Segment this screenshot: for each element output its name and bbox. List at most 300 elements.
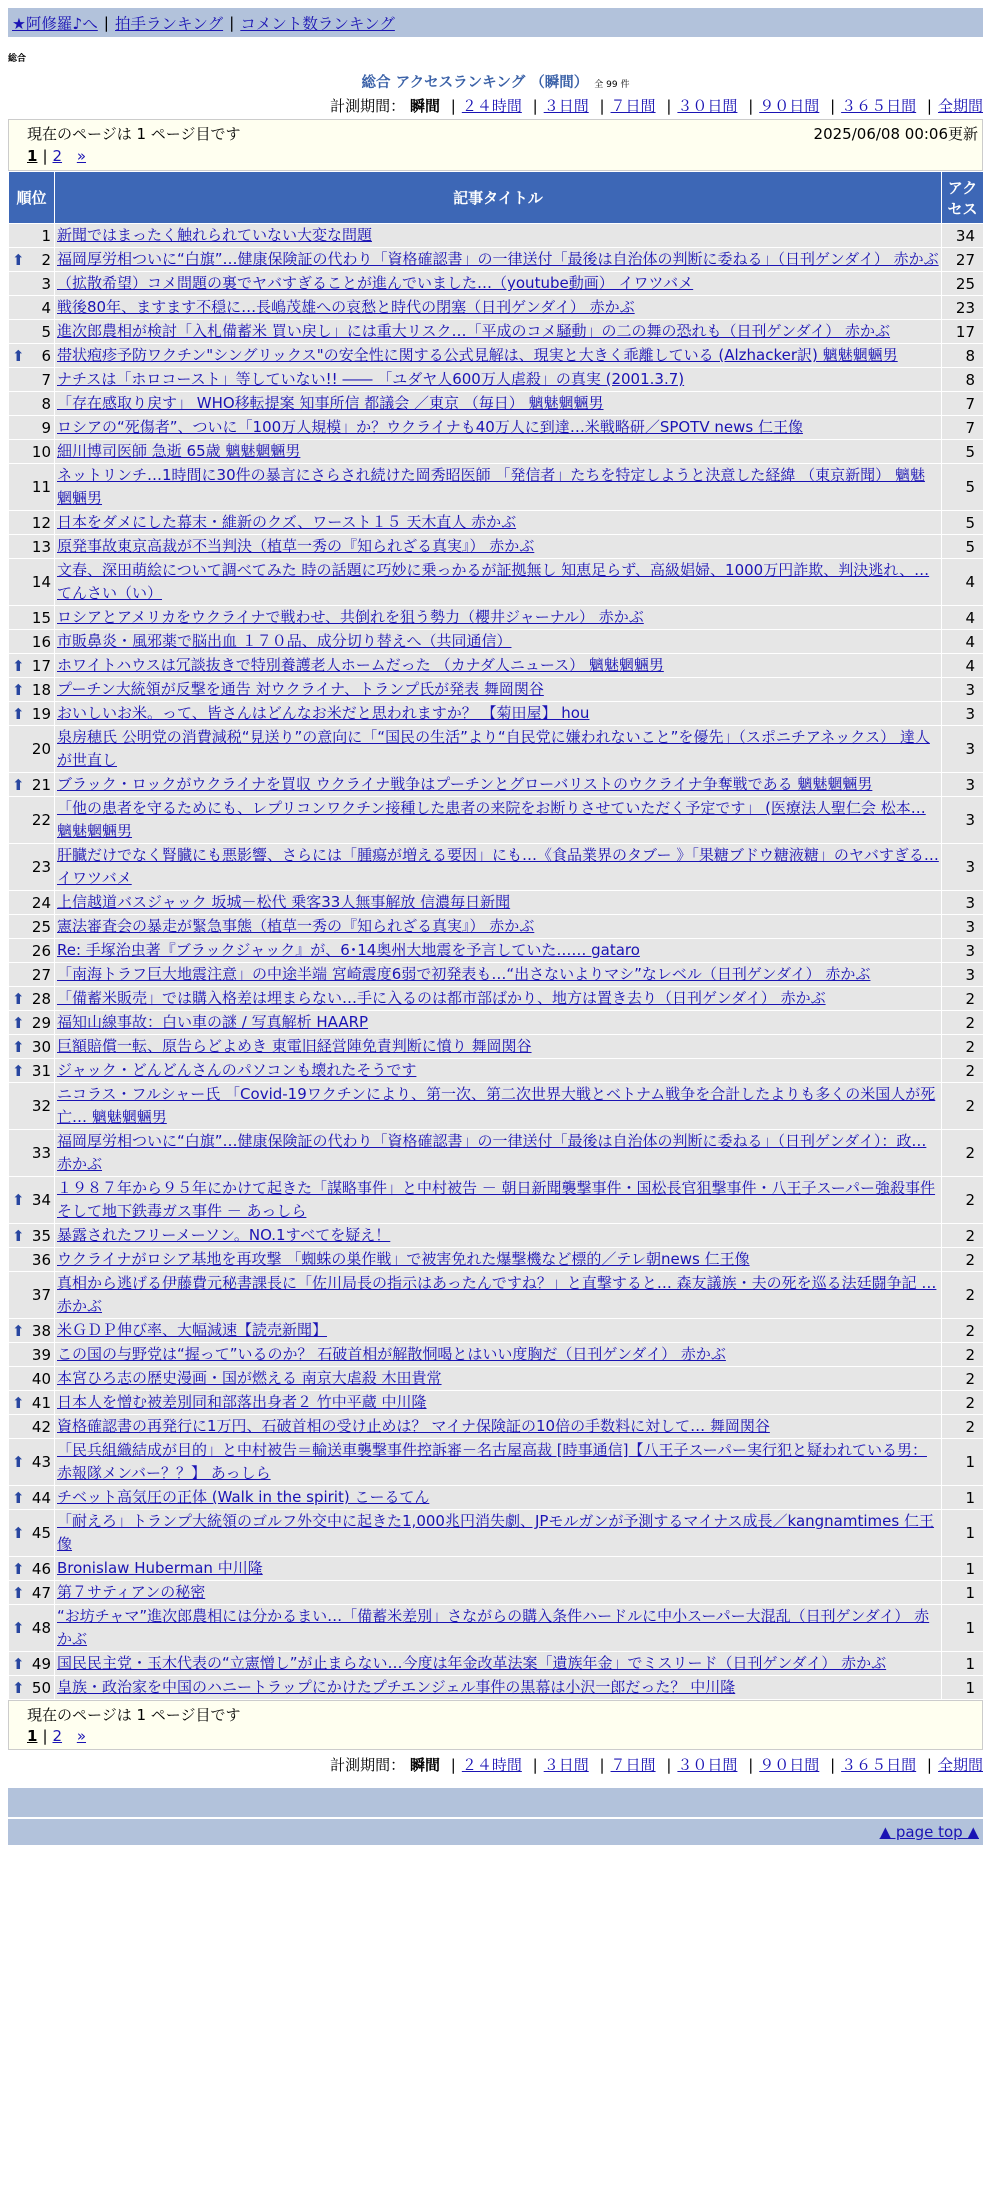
access-count: 2 bbox=[942, 1177, 984, 1224]
article-link[interactable]: 暴露されたフリーメーソン。NO.1すべてを疑え！ bbox=[57, 1226, 391, 1244]
title-cell bbox=[55, 1486, 942, 1510]
access-count: 3 bbox=[942, 915, 984, 939]
rank-cell bbox=[9, 272, 55, 296]
article-link[interactable]: 巨額賠償一転、原告らどよめき 東電旧経営陣免責判断に憤り 舞岡関谷 bbox=[57, 1037, 532, 1055]
title-cell bbox=[55, 606, 942, 630]
article-link[interactable]: 第７サティアンの秘密 bbox=[57, 1583, 206, 1601]
article-link[interactable]: ロシアの“死傷者”、ついに「100万人規模」か？ウクライナも40万人に到達…米戦略研／SPOTV news 仁王像 bbox=[57, 418, 803, 436]
article-link[interactable]: 真相から逃げる伊藤費元秘書課長に「佐川局長の指示はあったんですね？」と直撃すると… 森友議族・夫の死を巡る法廷闘争記 … 赤かぶ bbox=[57, 1274, 937, 1315]
title-cell bbox=[55, 1415, 942, 1439]
period-link-7d[interactable]: ７日間 bbox=[610, 1756, 656, 1774]
title-cell bbox=[55, 416, 942, 440]
rank-cell bbox=[9, 1224, 55, 1248]
rank-cell bbox=[9, 320, 55, 344]
period-separator: | bbox=[830, 97, 836, 115]
title-cell bbox=[55, 726, 942, 773]
access-count: 25 bbox=[942, 272, 984, 296]
article-link[interactable]: 戦後80年、ますます不穏に…長嶋茂雄への哀愁と時代の閉塞（日刊ゲンダイ） 赤かぶ bbox=[57, 298, 635, 316]
period-link-3d[interactable]: ３日間 bbox=[543, 1756, 589, 1774]
period-separator: | bbox=[532, 97, 538, 115]
table-row bbox=[9, 535, 984, 559]
rank-cell bbox=[9, 1177, 55, 1224]
rank-up-arrow-icon: ⬆ bbox=[12, 989, 25, 1008]
title-cell bbox=[55, 1676, 942, 1700]
ranking-title: 総合 アクセスランキング （瞬間） bbox=[361, 75, 589, 91]
table-row bbox=[9, 915, 984, 939]
article-link[interactable]: 国民民主党・玉木代表の“立憲憎し”が止まらない…今度は年金改革法案「遺族年金」でミスリード（日刊ゲンダイ） 赤かぶ bbox=[57, 1654, 887, 1672]
title-cell bbox=[55, 224, 942, 248]
rank-cell bbox=[9, 1581, 55, 1605]
rank-up-arrow-icon: ⬆ bbox=[12, 1013, 25, 1032]
page-separator: | bbox=[42, 147, 48, 165]
rank-number: 29 bbox=[31, 1013, 51, 1032]
ranking-count: 全 99 件 bbox=[594, 80, 630, 90]
period-link-90d[interactable]: ９０日間 bbox=[759, 97, 820, 115]
header-title: 記事タイトル bbox=[55, 172, 942, 224]
article-link[interactable]: 細川博司医師 急逝 65歳 魑魅魍魎男 bbox=[57, 442, 301, 460]
rank-cell bbox=[9, 1652, 55, 1676]
rank-up-arrow-icon: ⬆ bbox=[12, 1678, 25, 1697]
title-cell bbox=[55, 1177, 942, 1224]
access-count: 2 bbox=[942, 1272, 984, 1319]
table-row bbox=[9, 1439, 984, 1486]
period-selector-bottom bbox=[8, 1752, 983, 1778]
page-top-bar bbox=[8, 1819, 983, 1845]
rank-number: 46 bbox=[31, 1559, 51, 1578]
rank-number: 10 bbox=[31, 442, 51, 461]
period-link-30d[interactable]: ３０日間 bbox=[677, 97, 738, 115]
article-link[interactable]: 米ＧＤＰ伸び率、大幅減速【読売新聞】 bbox=[57, 1321, 328, 1339]
article-link[interactable]: 日本人を憎む被差別同和部落出身者２ 竹中平蔵 中川隆 bbox=[57, 1393, 427, 1411]
rank-number: 15 bbox=[31, 608, 51, 627]
rank-cell bbox=[9, 1391, 55, 1415]
rank-up-arrow-icon: ⬆ bbox=[12, 1037, 25, 1056]
title-cell bbox=[55, 1059, 942, 1083]
table-row bbox=[9, 1272, 984, 1319]
table-row bbox=[9, 248, 984, 272]
page-link-next[interactable]: » bbox=[76, 147, 87, 165]
rank-cell bbox=[9, 963, 55, 987]
title-cell bbox=[55, 1391, 942, 1415]
period-separator: | bbox=[926, 1756, 932, 1774]
access-count: 1 bbox=[942, 1652, 984, 1676]
table-row bbox=[9, 963, 984, 987]
period-selector-top bbox=[8, 93, 983, 119]
rank-number: 11 bbox=[31, 478, 51, 496]
period-link-7d[interactable]: ７日間 bbox=[610, 97, 656, 115]
table-row bbox=[9, 939, 984, 963]
article-link[interactable]: 帯状疱疹予防ワクチン"シングリックス"の安全性に関する公式見解は、現実と大きく乖離している (Alzhacker訳) 魑魅魍魎男 bbox=[57, 346, 898, 364]
period-current: 瞬間 bbox=[409, 1756, 440, 1774]
table-row bbox=[9, 511, 984, 535]
title-cell bbox=[55, 1581, 942, 1605]
access-count: 4 bbox=[942, 606, 984, 630]
table-row bbox=[9, 726, 984, 773]
article-link[interactable]: 福岡厚労相ついに“白旗”…健康保険証の代わり「資格確認書」の一律送付「最後は自治体の判断に委ねる」（日刊ゲンダイ）：政… 赤かぶ bbox=[57, 1132, 927, 1173]
access-count: 2 bbox=[942, 1083, 984, 1130]
access-count: 3 bbox=[942, 797, 984, 844]
article-link[interactable]: 憲法審査会の暴走が緊急事態（植草一秀の『知られざる真実』） 赤かぶ bbox=[57, 917, 535, 935]
rank-cell bbox=[9, 224, 55, 248]
rank-number: 25 bbox=[31, 917, 51, 936]
article-link[interactable]: 原発事故東京高裁が不当判決（植草一秀の『知られざる真実』） 赤かぶ bbox=[57, 537, 535, 555]
rank-up-arrow-icon: ⬆ bbox=[12, 1061, 25, 1080]
table-row bbox=[9, 296, 984, 320]
rank-number: 18 bbox=[31, 680, 51, 699]
title-cell bbox=[55, 939, 942, 963]
rank-number: 6 bbox=[41, 346, 51, 365]
rank-cell bbox=[9, 248, 55, 272]
title-cell bbox=[55, 773, 942, 797]
period-label: 計測期間： bbox=[330, 97, 406, 115]
table-row bbox=[9, 987, 984, 1011]
article-link[interactable]: 「他の患者を守るためにも、レプリコンワクチン接種した患者の来院をお断りさせていただく予定です」 (医療法人聖仁会 松本… 魑魅魍魎男 bbox=[57, 799, 926, 840]
article-link[interactable]: １９８７年から９５年にかけて起きた「謀略事件」と中村被告 － 朝日新聞襲撃事件・国松長官狙撃事件・八王子スーパー強殺事件そして地下鉄毒ガス事件 － あっしら bbox=[57, 1179, 936, 1220]
rank-cell bbox=[9, 1319, 55, 1343]
access-count: 7 bbox=[942, 392, 984, 416]
article-link[interactable]: 資格確認書の再発行に1万円、石破首相の受け止めは？ マイナ保険証の10倍の手数料に対して… 舞岡関谷 bbox=[57, 1417, 770, 1435]
access-count: 3 bbox=[942, 939, 984, 963]
nav-link-comment-ranking[interactable]: コメント数ランキング bbox=[240, 14, 395, 33]
page-link-next[interactable]: » bbox=[76, 1727, 87, 1745]
title-cell bbox=[55, 296, 942, 320]
title-cell bbox=[55, 963, 942, 987]
title-cell bbox=[55, 1319, 942, 1343]
access-count: 3 bbox=[942, 702, 984, 726]
title-cell bbox=[55, 1605, 942, 1652]
table-row bbox=[9, 1581, 984, 1605]
rank-number: 41 bbox=[31, 1393, 51, 1412]
nav-separator: | bbox=[103, 13, 110, 32]
rank-number: 34 bbox=[31, 1191, 51, 1209]
access-count: 1 bbox=[942, 1605, 984, 1652]
period-separator: | bbox=[830, 1756, 836, 1774]
rank-number: 24 bbox=[31, 893, 51, 912]
rank-cell bbox=[9, 535, 55, 559]
period-separator: | bbox=[666, 1756, 672, 1774]
access-count: 3 bbox=[942, 773, 984, 797]
article-link[interactable]: 皇族・政治家を中国のハニートラップにかけたプチエンジェル事件の黒幕は小沢一郎だった？ 中川隆 bbox=[57, 1678, 736, 1696]
article-link[interactable]: プーチン大統領が反撃を通告 対ウクライナ、トランプ氏が発表 舞岡関谷 bbox=[57, 680, 544, 698]
article-link[interactable]: 市販鼻炎・風邪薬で脳出血 １７０品、成分切り替えへ（共同通信） bbox=[57, 632, 512, 650]
page-status-bottom: 現在のページは 1 ページ目です bbox=[27, 1706, 241, 1724]
period-link-24h[interactable]: ２４時間 bbox=[461, 1756, 522, 1774]
access-count: 2 bbox=[942, 1248, 984, 1272]
rank-up-arrow-icon: ⬆ bbox=[12, 346, 25, 365]
article-link[interactable]: ジャック・どんどんさんのパソコンも壊れたそうです bbox=[57, 1061, 417, 1079]
rank-number: 9 bbox=[41, 418, 51, 437]
rank-up-arrow-icon: ⬆ bbox=[12, 250, 25, 269]
rank-up-arrow-icon: ⬆ bbox=[12, 680, 25, 699]
rank-up-arrow-icon: ⬆ bbox=[12, 1619, 25, 1637]
page-separator: | bbox=[42, 1727, 48, 1745]
rank-number: 42 bbox=[31, 1417, 51, 1436]
title-cell bbox=[55, 320, 942, 344]
rank-cell bbox=[9, 344, 55, 368]
article-link[interactable]: 日本をダメにした幕末・維新のクズ、ワースト１５ 天木直人 赤かぶ bbox=[57, 513, 517, 531]
title-cell bbox=[55, 797, 942, 844]
page-link-2[interactable]: 2 bbox=[52, 1727, 63, 1745]
title-cell bbox=[55, 535, 942, 559]
period-link-365d[interactable]: ３６５日間 bbox=[841, 97, 917, 115]
access-count: 23 bbox=[942, 296, 984, 320]
table-row bbox=[9, 630, 984, 654]
title-cell bbox=[55, 511, 942, 535]
period-label: 計測期間： bbox=[330, 1756, 406, 1774]
table-row bbox=[9, 1486, 984, 1510]
rank-cell bbox=[9, 1415, 55, 1439]
rank-up-arrow-icon: ⬆ bbox=[12, 1524, 25, 1542]
period-link-365d[interactable]: ３６５日間 bbox=[841, 1756, 917, 1774]
page-info-top bbox=[8, 119, 983, 171]
article-link[interactable]: ネットリンチ…1時間に30件の暴言にさらされ続けた岡秀昭医師 「発信者」たちを特定しようと決意した経緯 （東京新聞） 魑魅魍魎男 bbox=[57, 466, 925, 507]
access-count: 27 bbox=[942, 248, 984, 272]
access-count: 2 bbox=[942, 1319, 984, 1343]
rank-number: 39 bbox=[31, 1345, 51, 1364]
access-count: 2 bbox=[942, 1011, 984, 1035]
rank-cell bbox=[9, 1439, 55, 1486]
rank-number: 37 bbox=[31, 1286, 51, 1304]
table-row bbox=[9, 1059, 984, 1083]
access-count: 2 bbox=[942, 1059, 984, 1083]
rank-number: 27 bbox=[31, 965, 51, 984]
title-cell bbox=[55, 1011, 942, 1035]
title-cell bbox=[55, 1510, 942, 1557]
table-row bbox=[9, 678, 984, 702]
rank-cell bbox=[9, 1130, 55, 1177]
access-count: 1 bbox=[942, 1676, 984, 1700]
table-header-row bbox=[9, 172, 984, 224]
rank-cell bbox=[9, 1605, 55, 1652]
access-count: 2 bbox=[942, 1391, 984, 1415]
title-cell bbox=[55, 440, 942, 464]
pagination-top bbox=[27, 147, 86, 165]
page-gap bbox=[67, 1727, 72, 1745]
title-cell bbox=[55, 344, 942, 368]
table-row bbox=[9, 1035, 984, 1059]
rank-number: 28 bbox=[31, 989, 51, 1008]
rank-cell bbox=[9, 797, 55, 844]
title-cell bbox=[55, 702, 942, 726]
access-count: 5 bbox=[942, 535, 984, 559]
table-row bbox=[9, 344, 984, 368]
article-link[interactable]: 「備蓄米販売」では購入格差は埋まらない…手に入るのは都市部ばかり、地方は置き去り（日刊ゲンダイ） 赤かぶ bbox=[57, 989, 826, 1007]
article-link[interactable]: ウクライナがロシア基地を再攻撃 「蜘蛛の巣作戦」で被害免れた爆撃機など標的／テレ朝news 仁王像 bbox=[57, 1250, 750, 1268]
article-link[interactable]: 「民兵組織結成が目的」と中村被告＝輸送車襲撃事件控訴審－名古屋高裁 [時事通信]【八王子スーパー実行犯と疑われている男：赤報隊メンバー？？】 あっしら bbox=[57, 1441, 927, 1482]
pagination-bottom bbox=[27, 1727, 86, 1745]
article-link[interactable]: ナチスは「ホロコースト」等していない!! ―― 「ユダヤ人600万人虐殺」の真実 (2001.3.7) bbox=[57, 370, 685, 388]
rank-number: 43 bbox=[31, 1453, 51, 1471]
period-link-90d[interactable]: ９０日間 bbox=[759, 1756, 820, 1774]
update-timestamp: 2025/06/08 00:06更新 bbox=[813, 125, 978, 143]
nav-link-asyura-home[interactable]: ★阿修羅♪へ bbox=[12, 14, 98, 33]
page-top-link[interactable]: ▲ page top ▲ bbox=[879, 1823, 979, 1841]
rank-number: 4 bbox=[41, 298, 51, 317]
rank-number: 23 bbox=[31, 858, 51, 876]
rank-up-arrow-icon: ⬆ bbox=[12, 1453, 25, 1471]
table-row bbox=[9, 1011, 984, 1035]
rank-cell bbox=[9, 1272, 55, 1319]
rank-up-arrow-icon: ⬆ bbox=[12, 704, 25, 723]
table-row bbox=[9, 416, 984, 440]
table-row bbox=[9, 1319, 984, 1343]
period-link-30d[interactable]: ３０日間 bbox=[677, 1756, 738, 1774]
title-cell bbox=[55, 1130, 942, 1177]
access-count: 7 bbox=[942, 416, 984, 440]
rank-cell bbox=[9, 891, 55, 915]
table-row bbox=[9, 1415, 984, 1439]
table-row bbox=[9, 1510, 984, 1557]
page-status: 現在のページは 1 ページ目です bbox=[27, 125, 241, 143]
period-link-24h[interactable]: ２４時間 bbox=[461, 97, 522, 115]
header-rank: 順位 bbox=[9, 172, 55, 224]
rank-number: 17 bbox=[31, 656, 51, 675]
access-count: 3 bbox=[942, 891, 984, 915]
article-link[interactable]: 福岡厚労相ついに“白旗”…健康保険証の代わり「資格確認書」の一律送付「最後は自治体の判断に委ねる」（日刊ゲンダイ） 赤かぶ bbox=[57, 250, 939, 268]
access-count: 1 bbox=[942, 1581, 984, 1605]
table-row bbox=[9, 320, 984, 344]
table-row bbox=[9, 440, 984, 464]
rank-number: 21 bbox=[31, 775, 51, 794]
article-link[interactable]: 上信越道バスジャック 坂城－松代 乗客33人無事解放 信濃毎日新聞 bbox=[57, 893, 511, 911]
title-cell bbox=[55, 1224, 942, 1248]
table-row bbox=[9, 773, 984, 797]
title-cell bbox=[55, 368, 942, 392]
period-separator: | bbox=[748, 1756, 754, 1774]
table-row bbox=[9, 1652, 984, 1676]
access-count: 2 bbox=[942, 1343, 984, 1367]
access-count: 34 bbox=[942, 224, 984, 248]
rank-cell bbox=[9, 1248, 55, 1272]
table-row bbox=[9, 464, 984, 511]
table-row bbox=[9, 702, 984, 726]
title-cell bbox=[55, 630, 942, 654]
article-link[interactable]: 文春、深田萌絵について調べてみた 時の話題に巧妙に乗っかるが証拠無し 知恵足らず、高級娼婦、1000万円詐欺、判決逃れ、… てんさい（い） bbox=[57, 561, 930, 602]
article-link[interactable]: Bronislaw Huberman 中川隆 bbox=[57, 1559, 263, 1577]
rank-up-arrow-icon: ⬆ bbox=[12, 1393, 25, 1412]
rank-cell bbox=[9, 654, 55, 678]
rank-cell bbox=[9, 1011, 55, 1035]
table-row bbox=[9, 1367, 984, 1391]
access-count: 3 bbox=[942, 963, 984, 987]
page-link-2[interactable]: 2 bbox=[52, 147, 63, 165]
rank-up-arrow-icon: ⬆ bbox=[12, 1321, 25, 1340]
rank-cell bbox=[9, 1676, 55, 1700]
title-cell bbox=[55, 987, 942, 1011]
rank-number: 38 bbox=[31, 1321, 51, 1340]
rank-cell bbox=[9, 915, 55, 939]
title-cell bbox=[55, 248, 942, 272]
article-link[interactable]: ブラック・ロックがウクライナを買収 ウクライナ戦争はプーチンとグローバリストのウクライナ争奪戦である 魑魅魍魎男 bbox=[57, 775, 873, 793]
nav-link-applause-ranking[interactable]: 拍手ランキング bbox=[115, 14, 224, 33]
period-separator: | bbox=[450, 97, 456, 115]
period-separator: | bbox=[748, 97, 754, 115]
title-cell bbox=[55, 1035, 942, 1059]
article-link[interactable]: 肝臓だけでなく腎臓にも悪影響、さらには「腫瘍が増える要因」にも…《食品業界のタブー 》「果糖ブドウ糖液糖」のヤバすぎる… イワツバメ bbox=[57, 846, 939, 887]
rank-number: 32 bbox=[31, 1097, 51, 1115]
table-row bbox=[9, 272, 984, 296]
article-link[interactable]: この国の与野党は“握って”いるのか？ 石破首相が解散恫喝とはいい度胸だ（日刊ゲンダイ） 赤かぶ bbox=[57, 1345, 726, 1363]
rank-number: 40 bbox=[31, 1369, 51, 1388]
title-cell bbox=[55, 272, 942, 296]
access-count: 4 bbox=[942, 630, 984, 654]
period-separator: | bbox=[926, 97, 932, 115]
rank-up-arrow-icon: ⬆ bbox=[12, 1226, 25, 1245]
ranking-table-body bbox=[9, 224, 984, 1700]
rank-number: 33 bbox=[31, 1144, 51, 1162]
access-count: 5 bbox=[942, 511, 984, 535]
rank-cell bbox=[9, 1486, 55, 1510]
table-row bbox=[9, 1605, 984, 1652]
page-gap bbox=[67, 147, 72, 165]
period-current: 瞬間 bbox=[409, 97, 440, 115]
rank-number: 48 bbox=[31, 1619, 51, 1637]
rank-cell bbox=[9, 1035, 55, 1059]
period-link-all[interactable]: 全期間 bbox=[937, 97, 983, 115]
access-count: 4 bbox=[942, 559, 984, 606]
table-row bbox=[9, 1557, 984, 1581]
article-link[interactable]: 「存在感取り戻す」 WHO移転提案 知事所信 都議会 ／東京 （毎日） 魑魅魍魎男 bbox=[57, 394, 604, 412]
article-link[interactable]: 新聞ではまったく触れられていない大変な問題 bbox=[57, 226, 373, 244]
article-link[interactable]: ロシアとアメリカをウクライナで戦わせ、共倒れを狙う勢力（櫻井ジャーナル） 赤かぶ bbox=[57, 608, 644, 626]
period-separator: | bbox=[532, 1756, 538, 1774]
article-link[interactable]: “お坊チャマ”進次郎農相には分かるまい…「備蓄米差別」さながらの購入条件ハードルに中小スーパー大混乱（日刊ゲンダイ） 赤かぶ bbox=[57, 1607, 930, 1648]
article-link[interactable]: ホワイトハウスは冗談抜きで特別養護老人ホームだった （カナダ人ニュース） 魑魅魍魎男 bbox=[57, 656, 664, 674]
rank-number: 8 bbox=[41, 394, 51, 413]
article-link[interactable]: 「耐えろ」トランプ大統領のゴルフ外交中に起きた1,000兆円消失劇、JPモルガンが予測するマイナス成長／kangnamtimes 仁王像 bbox=[57, 1512, 934, 1553]
rank-cell bbox=[9, 511, 55, 535]
article-link[interactable]: Re: 手塚治虫著『ブラックジャック』が、6･14奥州大地震を予言していた…… gataro bbox=[57, 941, 640, 959]
article-link[interactable]: おいしいお米。って、皆さんはどんなお米だと思われますか？ 【菊田屋】 hou bbox=[57, 704, 590, 722]
article-link[interactable]: 福知山線事故：白い車の謎 / 写真解析 HAARP bbox=[57, 1013, 369, 1031]
top-nav-bar bbox=[8, 8, 983, 37]
article-link[interactable]: 泉房穂氏 公明党の消費減税“見送り”の意向に「“国民の生活”より“自民党に嫌われないこと”を優先」（スポニチアネックス） 達人が世直し bbox=[57, 728, 930, 769]
rank-cell bbox=[9, 844, 55, 891]
rank-number: 26 bbox=[31, 941, 51, 960]
title-cell bbox=[55, 1272, 942, 1319]
table-row bbox=[9, 1391, 984, 1415]
period-link-all[interactable]: 全期間 bbox=[937, 1756, 983, 1774]
rank-number: 45 bbox=[31, 1524, 51, 1542]
rank-cell bbox=[9, 702, 55, 726]
title-cell bbox=[55, 1367, 942, 1391]
rank-up-arrow-icon: ⬆ bbox=[12, 1654, 25, 1673]
rank-number: 19 bbox=[31, 704, 51, 723]
access-count: 1 bbox=[942, 1486, 984, 1510]
table-row bbox=[9, 1130, 984, 1177]
period-link-3d[interactable]: ３日間 bbox=[543, 97, 589, 115]
table-row bbox=[9, 1177, 984, 1224]
access-count: 1 bbox=[942, 1510, 984, 1557]
rank-cell bbox=[9, 1367, 55, 1391]
category-label: 総合 bbox=[8, 54, 27, 64]
article-link[interactable]: チベット高気圧の正体 (Walk in the spirit) こーるてん bbox=[57, 1488, 430, 1506]
table-row bbox=[9, 1676, 984, 1700]
rank-cell bbox=[9, 606, 55, 630]
footer-bar bbox=[8, 1788, 983, 1817]
rank-number: 14 bbox=[31, 573, 51, 591]
article-link[interactable]: 本宮ひろ志の歴史漫画・国が燃える 南京大虐殺 木田貴常 bbox=[57, 1369, 442, 1387]
article-link[interactable]: （拡散希望）コメ問題の裏でヤバすぎることが進んでいました…（youtube動画） イワツバメ bbox=[57, 274, 694, 292]
rank-cell bbox=[9, 559, 55, 606]
rank-cell bbox=[9, 296, 55, 320]
title-cell bbox=[55, 1439, 942, 1486]
article-link[interactable]: 「南海トラフ巨大地震注意」の中途半端 宮崎震度6弱で初発表も…“出さないよりマシ”なレベル（日刊ゲンダイ） 赤かぶ bbox=[57, 965, 871, 983]
article-link[interactable]: 進次郎農相が検討「入札備蓄米 買い戻し」には重大リスク…「平成のコメ騒動」の二の舞の恐れも（日刊ゲンダイ） 赤かぶ bbox=[57, 322, 891, 340]
article-link[interactable]: ニコラス・フルシャー氏 「Covid-19ワクチンにより、第一次、第二次世界大戦とベトナム戦争を合計したよりも多くの米国人が死亡… 魑魅魍魎男 bbox=[57, 1085, 936, 1126]
title-cell bbox=[55, 654, 942, 678]
rank-number: 31 bbox=[31, 1061, 51, 1080]
